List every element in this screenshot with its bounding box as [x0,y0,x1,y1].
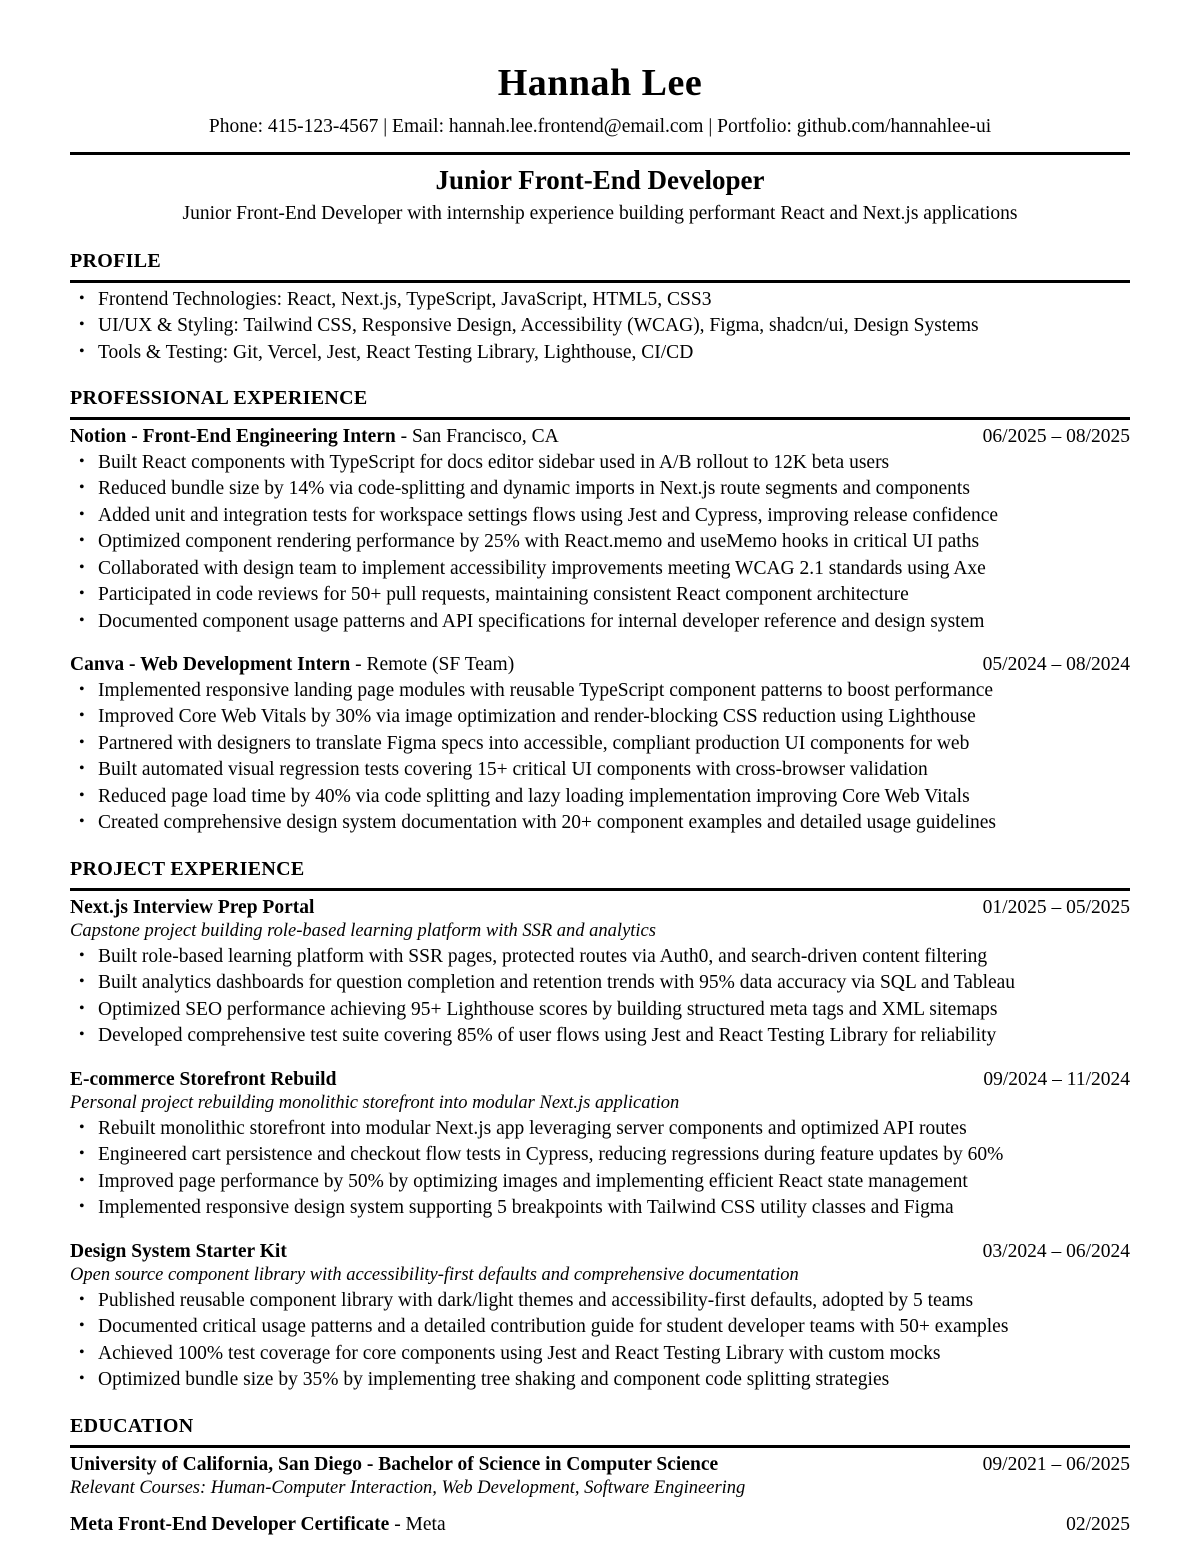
entry-bullet-list [70,1116,1130,1222]
bullet-item: • Reduced page load time by 40% via code splitting and lazy loading implementation improving Core Web Vitals [70,784,1130,811]
entry-organization: Notion - Front-End Engineering Intern [70,426,396,448]
resume-entry [70,1452,1130,1501]
resume-header [70,62,1130,227]
section-title-profile: PROFILE [70,249,161,272]
section-title-education: EDUCATION [70,1414,194,1437]
resume-entry [70,1067,1130,1222]
bullet-item: • Built React components with TypeScript for docs editor sidebar used in A/B rollout to 12K beta users [70,450,1130,477]
entry-dates: 09/2021 – 06/2025 [982,1453,1130,1475]
bullet-item: • Created comprehensive design system documentation with 20+ component examples and detailed usage guidelines [70,810,1130,837]
entry-subtitle: Relevant Courses: Human-Computer Interaction, Web Development, Software Engineering [70,1478,746,1499]
entry-organization: Next.js Interview Prep Portal [70,896,315,918]
bullet-item: • Implemented responsive design system supporting 5 breakpoints with Tailwind CSS utility classes and Figma [70,1195,1130,1222]
entry-location: - Remote (SF Team) [350,654,515,676]
entry-dates: 06/2025 – 08/2025 [982,426,1130,448]
professional-experience-entries [70,424,1130,836]
bullet-item: • Participated in code reviews for 50+ pull requests, maintaining consistent React component architecture [70,582,1130,609]
entry-header [70,1512,1130,1537]
entry-location: - Meta [389,1513,446,1535]
bullet-item: • Developed comprehensive test suite covering 85% of user flows using Jest and React Testing Library for reliability [70,1023,1130,1050]
section-divider-project-experience [70,888,1130,891]
entry-dates: 03/2024 – 06/2024 [982,1240,1130,1262]
bullet-item: • Added unit and integration tests for workspace settings flows using Jest and Cypress, improving release confidence [70,503,1130,530]
bullet-item: • Reduced bundle size by 14% via code-splitting and dynamic imports in Next.js route segments and components [70,476,1130,503]
profile-bullet-list [70,287,1130,367]
resume-entry [70,424,1130,635]
entry-organization: E-commerce Storefront Rebuild [70,1068,337,1090]
entry-title [70,424,965,449]
entry-header [70,895,1130,920]
bullet-item: • Partnered with designers to translate Figma specs into accessible, compliant production UI components for web [70,731,1130,758]
entry-organization: Canva - Web Development Intern [70,654,351,676]
entry-bullet-list [70,944,1130,1050]
entry-organization: Design System Starter Kit [70,1240,287,1262]
section-education [70,1414,1130,1537]
bullet-item: • Optimized bundle size by 35% by implementing tree shaking and component code splitting strategies [70,1367,1130,1394]
bullet-item: • Achieved 100% test coverage for core components using Jest and React Testing Library with custom mocks [70,1341,1130,1368]
entry-dates: 05/2024 – 08/2024 [982,654,1130,676]
bullet-item: • Optimized SEO performance achieving 95+ Lighthouse scores by building structured meta tags and XML sitemaps [70,997,1130,1024]
candidate-name: Hannah Lee [497,62,703,104]
entry-header [70,1067,1130,1092]
entry-subtitle: Capstone project building role-based learning platform with SSR and analytics [70,920,656,941]
bullet-item: • Tools & Testing: Git, Vercel, Jest, React Testing Library, Lighthouse, CI/CD [70,340,1130,367]
entry-header [70,652,1130,677]
entry-header [70,1239,1130,1264]
entry-subtitle: Personal project rebuilding monolithic storefront into modular Next.js application [70,1093,680,1114]
bullet-item: • Frontend Technologies: React, Next.js, TypeScript, JavaScript, HTML5, CSS3 [70,287,1130,314]
entry-title [70,1239,965,1264]
section-divider-profile [70,280,1130,283]
contact-line: Phone: 415-123-4567 | Email: hannah.lee.frontend@email.com | Portfolio: github.com/hannahlee-ui [208,115,992,137]
entry-organization: Meta Front-End Developer Certificate [70,1513,390,1535]
candidate-summary: Junior Front-End Developer with internship experience building performant React and Next.js applications [182,203,1018,225]
entry-dates: 09/2024 – 11/2024 [983,1068,1130,1090]
section-title-project-experience: PROJECT EXPERIENCE [70,857,305,880]
entry-title [70,652,965,677]
entry-title [70,1067,965,1092]
bullet-item: • Built automated visual regression tests covering 15+ critical UI components with cross-browser validation [70,757,1130,784]
section-project-experience [70,857,1130,1394]
resume-entry [70,895,1130,1050]
bullet-item: • Improved page performance by 50% by optimizing images and implementing efficient React state management [70,1169,1130,1196]
entry-title [70,1452,965,1477]
bullet-item: • Documented component usage patterns and API specifications for internal developer reference and design system [70,609,1130,636]
entry-bullet-list [70,1288,1130,1394]
resume-entry [70,1512,1130,1537]
section-divider-professional-experience [70,417,1130,420]
education-entries [70,1452,1130,1537]
entry-title [70,1512,1048,1537]
bullet-item: • UI/UX & Styling: Tailwind CSS, Responsive Design, Accessibility (WCAG), Figma, shadcn/ui, Design Systems [70,313,1130,340]
bullet-item: • Engineered cart persistence and checkout flow tests in Cypress, reducing regressions during feature updates by 60% [70,1142,1130,1169]
resume-entry [70,1239,1130,1394]
entry-dates: 02/2025 [1066,1513,1130,1535]
bullet-item: • Built analytics dashboards for question completion and retention trends with 95% data accuracy via SQL and Tableau [70,970,1130,997]
header-divider [70,152,1130,155]
bullet-item: • Improved Core Web Vitals by 30% via image optimization and render-blocking CSS reduction using Lighthouse [70,704,1130,731]
entry-dates: 01/2025 – 05/2025 [982,896,1130,918]
bullet-item: • Rebuilt monolithic storefront into modular Next.js app leveraging server components and optimized API routes [70,1116,1130,1143]
entry-bullet-list [70,678,1130,837]
section-divider-education [70,1445,1130,1448]
candidate-headline: Junior Front-End Developer [435,164,765,195]
bullet-item: • Optimized component rendering performance by 25% with React.memo and useMemo hooks in critical UI paths [70,529,1130,556]
entry-header [70,424,1130,449]
section-profile [70,249,1130,367]
entry-bullet-list [70,450,1130,636]
bullet-item: • Built role-based learning platform with SSR pages, protected routes via Auth0, and search-driven content filtering [70,944,1130,971]
resume-entry [70,652,1130,836]
entry-header [70,1452,1130,1477]
project-experience-entries [70,895,1130,1394]
section-title-professional-experience: PROFESSIONAL EXPERIENCE [70,387,368,410]
entry-title [70,895,965,920]
bullet-item: • Documented critical usage patterns and a detailed contribution guide for student developer teams with 50+ examples [70,1314,1130,1341]
bullet-item: • Collaborated with design team to implement accessibility improvements meeting WCAG 2.1 standards using Axe [70,556,1130,583]
section-professional-experience [70,386,1130,836]
entry-location: - San Francisco, CA [395,426,559,448]
entry-subtitle: Open source component library with accessibility-first defaults and comprehensive documentation [70,1265,799,1286]
bullet-item: • Published reusable component library with dark/light themes and accessibility-first defaults, adopted by 5 teams [70,1288,1130,1315]
bullet-item: • Implemented responsive landing page modules with reusable TypeScript component patterns to boost performance [70,678,1130,705]
entry-organization: University of California, San Diego - Bachelor of Science in Computer Science [70,1453,719,1475]
